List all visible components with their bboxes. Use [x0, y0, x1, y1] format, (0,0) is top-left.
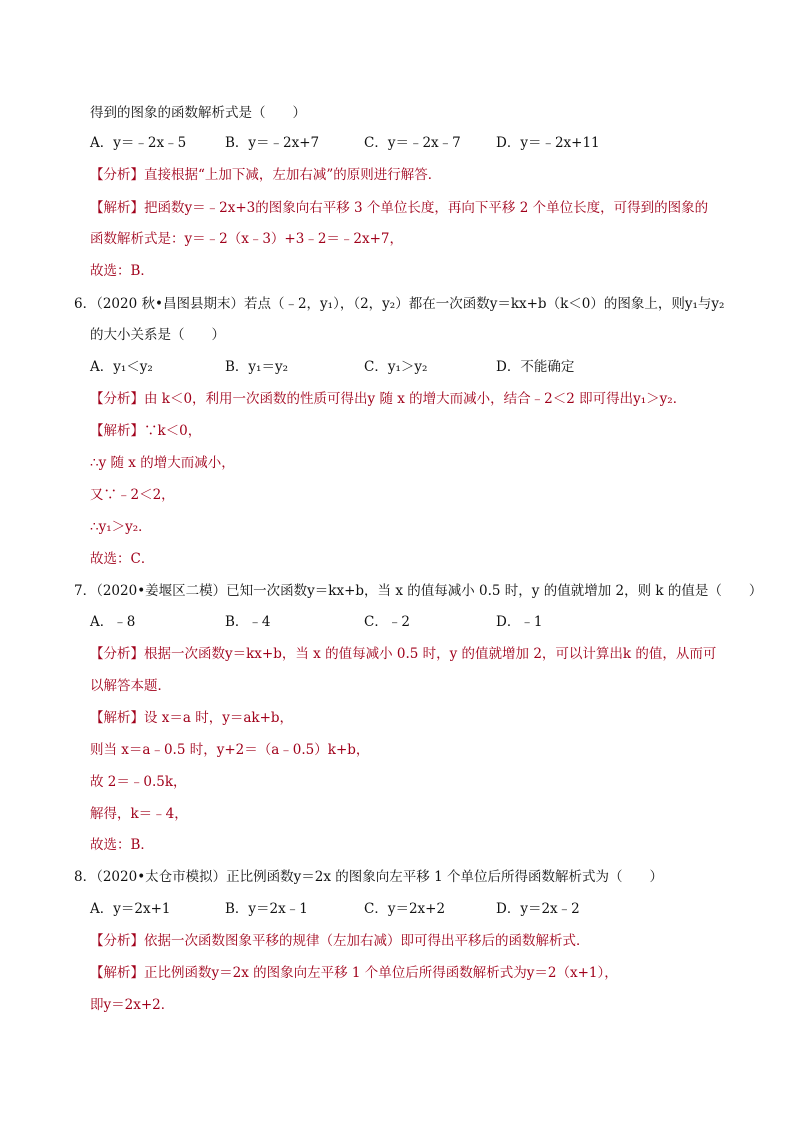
q8-option-b: B．y＝2x﹣1: [225, 901, 308, 917]
q7-option-d: D．﹣1: [496, 614, 543, 630]
solution-tag: 【解析】: [90, 200, 144, 216]
q6-step-1: ∴y 随 x 的增大而减小，: [90, 455, 235, 471]
q6-solution: [90, 421, 734, 441]
q6-option-c: C．y₁＞y₂: [364, 359, 428, 375]
q6-stem: 6．（2020 秋•昌图县期末）若点（﹣2，y₁），（2，y₂）都在一次函数y＝kx+b（k＜0）的图象上，则y₁与y₂: [74, 296, 725, 312]
q6-stem-cont: 的大小关系是（ ）: [90, 327, 225, 343]
q5-option-b: B．y＝﹣2x+7: [225, 135, 320, 151]
q5-solution: [90, 198, 734, 218]
q5-answer: 故选：B．: [90, 263, 154, 279]
q7-step-1: 则当 x＝a﹣0.5 时，y+2＝（a﹣0.5）k+b，: [90, 742, 370, 758]
q8-option-d: D．y＝2x﹣2: [496, 901, 580, 917]
q7-solution: [90, 708, 734, 728]
q8-option-a: A．y＝2x+1: [90, 901, 171, 917]
q6-option-b: B．y₁＝y₂: [225, 359, 288, 375]
solution-text: 设 x＝a 时，y＝ak+b，: [144, 710, 294, 726]
q5-option-a: A．y＝﹣2x﹣5: [90, 135, 187, 151]
q5-option-c: C．y＝﹣2x﹣7: [364, 135, 461, 151]
q5-option-d: D．y＝﹣2x+11: [496, 135, 600, 151]
q7-step-3: 解得，k＝﹣4，: [90, 806, 188, 822]
analysis-text: 直接根据“上加下减，左加右减”的原则进行解答．: [144, 167, 442, 183]
q5-stem-tail: 得到的图象的函数解析式是（ ）: [90, 105, 306, 121]
q5-solution-cont: 函数解析式是：y＝﹣2（x﹣3）+3﹣2＝﹣2x+7，: [90, 231, 404, 247]
q8-option-c: C．y＝2x+2: [364, 901, 446, 917]
solution-text: 正比例函数y＝2x 的图象向左平移 1 个单位后所得函数解析式为y＝2（x+1），: [144, 965, 618, 981]
solution-tag: 【解析】: [90, 423, 144, 439]
q6-analysis: [90, 389, 734, 409]
analysis-text: 由 k＜0，利用一次函数的性质可得出y 随 x 的增大而减小，结合﹣2＜2 即可得出y₁＞y₂．: [144, 391, 687, 407]
analysis-tag: 【分析】: [90, 646, 144, 662]
q7-analysis-cont: 以解答本题．: [90, 678, 171, 694]
q7-analysis: [90, 644, 734, 664]
analysis-text: 依据一次函数图象平移的规律（左加右减）即可得出平移后的函数解析式．: [144, 933, 590, 949]
q8-solution: [90, 963, 734, 983]
q7-option-b: B．﹣4: [225, 614, 271, 630]
solution-text: ∵k＜0，: [144, 423, 202, 439]
q7-answer: 故选：B．: [90, 837, 154, 853]
q6-option-d: D．不能确定: [496, 359, 575, 375]
q5-analysis: [90, 165, 734, 185]
q7-option-c: C．﹣2: [364, 614, 410, 630]
q6-option-a: A．y₁＜y₂: [90, 359, 153, 375]
analysis-text: 根据一次函数y＝kx+b，当 x 的值每减小 0.5 时，y 的值就增加 2，可以计算出k 的值，从而可: [144, 646, 717, 662]
q8-analysis: [90, 931, 734, 951]
analysis-tag: 【分析】: [90, 391, 144, 407]
q6-step-2: 又∵﹣2＜2，: [90, 487, 175, 503]
q7-option-a: A．﹣8: [90, 614, 136, 630]
solution-tag: 【解析】: [90, 965, 144, 981]
q8-step-1: 即y＝2x+2．: [90, 997, 175, 1013]
q8-stem: 8．（2020•太仓市模拟）正比例函数y＝2x 的图象向左平移 1 个单位后所得函数解析式为（ ）: [74, 869, 663, 885]
q6-answer: 故选：C．: [90, 551, 155, 567]
q6-step-3: ∴y₁＞y₂．: [90, 519, 152, 535]
analysis-tag: 【分析】: [90, 933, 144, 949]
q7-step-2: 故 2＝﹣0.5k，: [90, 774, 187, 790]
solution-text: 把函数y＝﹣2x+3的图象向右平移 3 个单位长度，再向下平移 2 个单位长度，可得到的图象的: [144, 200, 709, 216]
q7-stem: 7．（2020•姜堰区二模）已知一次函数y＝kx+b，当 x 的值每减小 0.5 时，y 的值就增加 2，则 k 的值是（ ）: [74, 583, 763, 599]
solution-tag: 【解析】: [90, 710, 144, 726]
analysis-tag: 【分析】: [90, 167, 144, 183]
